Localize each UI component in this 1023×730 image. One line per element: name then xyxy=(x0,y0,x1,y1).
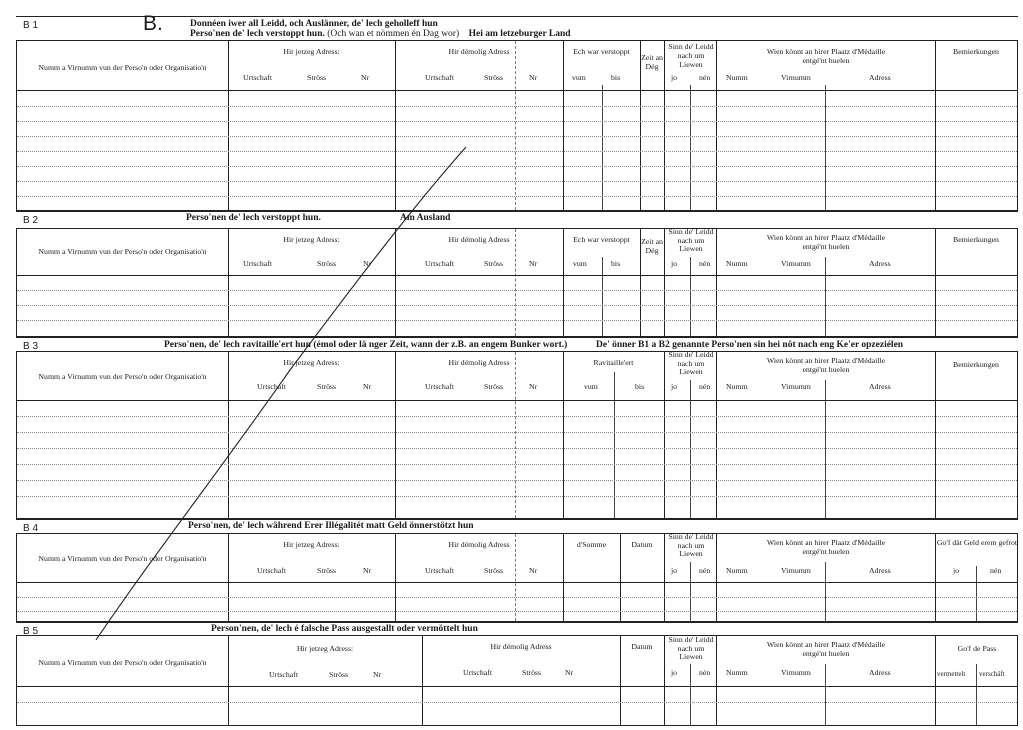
col-former-address: Hir démolig Adress xyxy=(448,540,510,549)
sub-nr: Nr xyxy=(529,566,538,575)
sub-to: bis xyxy=(635,382,645,391)
col-medal: Wien könnt an hirer Plaatz d'Médaille entgé'nt huelen xyxy=(766,47,886,65)
section-header xyxy=(16,211,1018,229)
col-remarks: Bemierkungen xyxy=(953,47,999,56)
col-former-address: Hir démolig Adress xyxy=(490,642,552,651)
sub-no: nén xyxy=(699,259,711,268)
sub-place: Urtschaft xyxy=(425,73,455,82)
col-name: Numm a Virnumm vun der Perso'n oder Organisatio'n xyxy=(38,63,207,72)
sub-place: Urtschaft xyxy=(425,382,455,391)
sub-address: Adress xyxy=(869,73,891,82)
sub-nr: Nr xyxy=(373,670,382,679)
col-hidden: Ech war verstoppt xyxy=(573,235,630,244)
col-remarks: Bemierkungen xyxy=(953,235,999,244)
sub-family-name: Numm xyxy=(726,566,748,575)
col-current-address: Hir jetzeg Adress: xyxy=(283,358,340,367)
sub-pass-issued: vermettelt xyxy=(937,670,966,678)
sub-family-name: Numm xyxy=(726,259,748,268)
col-money-returned: Go'f dät Geld erem gefrot xyxy=(936,538,1018,547)
sub-place: Urtschaft xyxy=(257,566,287,575)
col-alive: Sinn de' Leidd nach um Liewen xyxy=(668,532,714,558)
sub-yes: jo xyxy=(671,566,678,575)
section-code: B 1 xyxy=(23,20,39,31)
section-title: Person'nen, de' lech é falsche Pass ausgestallt oder vermöttelt hun xyxy=(211,624,478,634)
table-b5 xyxy=(16,635,1018,726)
col-date: Datum xyxy=(631,540,653,549)
col-supplied: Ravitaille'ert xyxy=(593,358,634,367)
sub-yes: jo xyxy=(671,73,678,82)
section-b4 xyxy=(16,519,1018,622)
section-code: B 2 xyxy=(23,215,39,226)
section-b5 xyxy=(16,622,1018,726)
sub-place: Urtschaft xyxy=(243,73,273,82)
sub-money-yes: jo xyxy=(953,566,960,575)
col-remarks: Bemierkungen xyxy=(953,360,999,369)
sub-place: Urtschaft xyxy=(463,668,493,677)
col-former-address: Hir démolig Adress xyxy=(448,235,510,244)
sub-street: Ströss xyxy=(317,382,337,391)
sub-place: Urtschaft xyxy=(425,259,455,268)
section-title: Perso'nen, de' lech während Erer Illégalitét matt Geld önnerstötzt hun xyxy=(188,521,474,531)
col-alive: Sinn de' Leidd nach um Liewen xyxy=(668,227,714,253)
sub-to: bis xyxy=(611,259,621,268)
col-name: Numm a Virnumm vun der Perso'n oder Organisatio'n xyxy=(38,658,207,667)
section-title: Donnéen iwer all Leidd, och Auslänner, de' lech geholleff hun xyxy=(190,19,438,29)
sub-no: nén xyxy=(699,73,711,82)
col-sum: d'Somme xyxy=(576,540,607,549)
sub-street: Ströss xyxy=(484,566,504,575)
sub-street: Ströss xyxy=(317,566,337,575)
col-hidden: Ech war verstoppt xyxy=(573,47,630,56)
col-time: Zeit an Dég xyxy=(641,53,663,71)
sub-street: Ströss xyxy=(522,668,542,677)
table-b1 xyxy=(16,40,1018,211)
sub-yes: jo xyxy=(671,668,678,677)
col-alive: Sinn de' Leidd nach um Liewen xyxy=(668,350,714,376)
sub-place: Urtschaft xyxy=(425,566,455,575)
col-name: Numm a Virnumm vun der Perso'n oder Organisatio'n xyxy=(38,372,207,381)
sub-address: Adress xyxy=(869,668,891,677)
sub-no: nén xyxy=(699,668,711,677)
sub-given-name: Virnumm xyxy=(781,382,811,391)
col-name: Numm a Virnumm vun der Perso'n oder Organisatio'n xyxy=(38,247,207,256)
sub-from: vum xyxy=(572,73,586,82)
sub-address: Adress xyxy=(869,259,891,268)
section-title-line2: Perso'nen de' lech verstoppt hun. (Och wan et nömmen én Dag wor) Hei am letzeburger Land xyxy=(190,29,571,39)
sub-yes: jo xyxy=(671,382,678,391)
sub-address: Adress xyxy=(869,382,891,391)
col-time: Zeit an Dég xyxy=(641,237,663,255)
sub-to: bis xyxy=(611,73,621,82)
section-title-line2: De' önner B1 a B2 genannte Perso'nen sin hei nöt nach eng Ke'er opzeziélen xyxy=(596,340,904,350)
sub-nr: Nr xyxy=(363,566,372,575)
section-b3 xyxy=(16,337,1018,519)
sub-given-name: Virnumm xyxy=(781,566,811,575)
section-title: Perso'nen, de' lech ravitaille'ert hun (émol oder lä nger Zeit, wann der z.B. an engem Bunker wort.) xyxy=(164,340,568,350)
sub-family-name: Numm xyxy=(726,668,748,677)
sub-street: Ströss xyxy=(307,73,327,82)
section-code: B 5 xyxy=(23,626,39,637)
sub-nr: Nr xyxy=(363,259,372,268)
col-pass: Go'f de Pass xyxy=(957,644,997,653)
sub-nr: Nr xyxy=(361,73,370,82)
sub-nr: Nr xyxy=(529,73,538,82)
section-code: B 4 xyxy=(23,523,39,534)
sub-no: nén xyxy=(699,382,711,391)
sub-nr: Nr xyxy=(529,382,538,391)
sub-pass-obtained: verschäft xyxy=(979,670,1005,678)
sub-given-name: Virnumm xyxy=(781,259,811,268)
sub-money-no: nén xyxy=(990,566,1002,575)
form-letter: B. xyxy=(143,12,163,35)
col-current-address: Hir jetzeg Adress: xyxy=(283,47,340,56)
sub-family-name: Numm xyxy=(726,73,748,82)
col-date: Datum xyxy=(631,642,653,651)
sub-from: vum xyxy=(584,382,598,391)
sub-place: Urtschaft xyxy=(243,259,273,268)
col-former-address: Hir démolig Adress xyxy=(448,47,510,56)
sub-family-name: Numm xyxy=(726,382,748,391)
sub-street: Ströss xyxy=(329,670,349,679)
col-former-address: Hir démolig Adress xyxy=(448,358,510,367)
col-medal: Wien könnt an hirer Plaatz d'Médaille entgé'nt huelen xyxy=(766,538,886,556)
sub-no: nén xyxy=(699,566,711,575)
col-medal: Wien könnt an hirer Plaatz d'Médaille entgé'nt huelen xyxy=(766,640,886,658)
col-alive: Sinn de' Leidd nach um Liewen xyxy=(668,635,714,661)
col-current-address: Hir jetzeg Adress: xyxy=(283,235,340,244)
sub-given-name: Virnumm xyxy=(781,73,811,82)
sub-nr: Nr xyxy=(565,668,574,677)
sub-street: Ströss xyxy=(484,73,504,82)
col-current-address: Hir jetzeg Adress: xyxy=(283,540,340,549)
sub-street: Ströss xyxy=(317,259,337,268)
section-b2 xyxy=(16,211,1018,337)
sub-place: Urtschaft xyxy=(269,670,299,679)
section-title-line2: Am Ausland xyxy=(400,213,451,223)
sub-nr: Nr xyxy=(529,259,538,268)
col-name: Numm a Virnumm vun der Perso'n oder Organisatio'n xyxy=(38,554,207,563)
table-b3 xyxy=(16,351,1018,519)
col-medal: Wien könnt an hirer Plaatz d'Médaille entgé'nt huelen xyxy=(766,356,886,374)
sub-from: vum xyxy=(573,259,587,268)
sub-place: Urtschaft xyxy=(257,382,287,391)
sub-given-name: Virnumm xyxy=(781,668,811,677)
table-b4 xyxy=(16,533,1018,622)
sub-address: Adress xyxy=(869,566,891,575)
col-medal: Wien könnt an hirer Plaatz d'Médaille entgé'nt huelen xyxy=(766,233,886,251)
col-current-address: Hir jetzeg Adress: xyxy=(296,644,354,653)
sub-yes: jo xyxy=(671,259,678,268)
col-alive: Sinn de' Leidd nach um Liewen xyxy=(668,42,714,69)
section-title: Perso'nen de' lech verstoppt hun. xyxy=(186,213,321,223)
sub-nr: Nr xyxy=(363,382,372,391)
sub-street: Ströss xyxy=(484,259,504,268)
section-b1 xyxy=(16,12,1018,211)
table-b2 xyxy=(16,228,1018,337)
section-code: B 3 xyxy=(23,341,39,352)
sub-street: Ströss xyxy=(484,382,504,391)
